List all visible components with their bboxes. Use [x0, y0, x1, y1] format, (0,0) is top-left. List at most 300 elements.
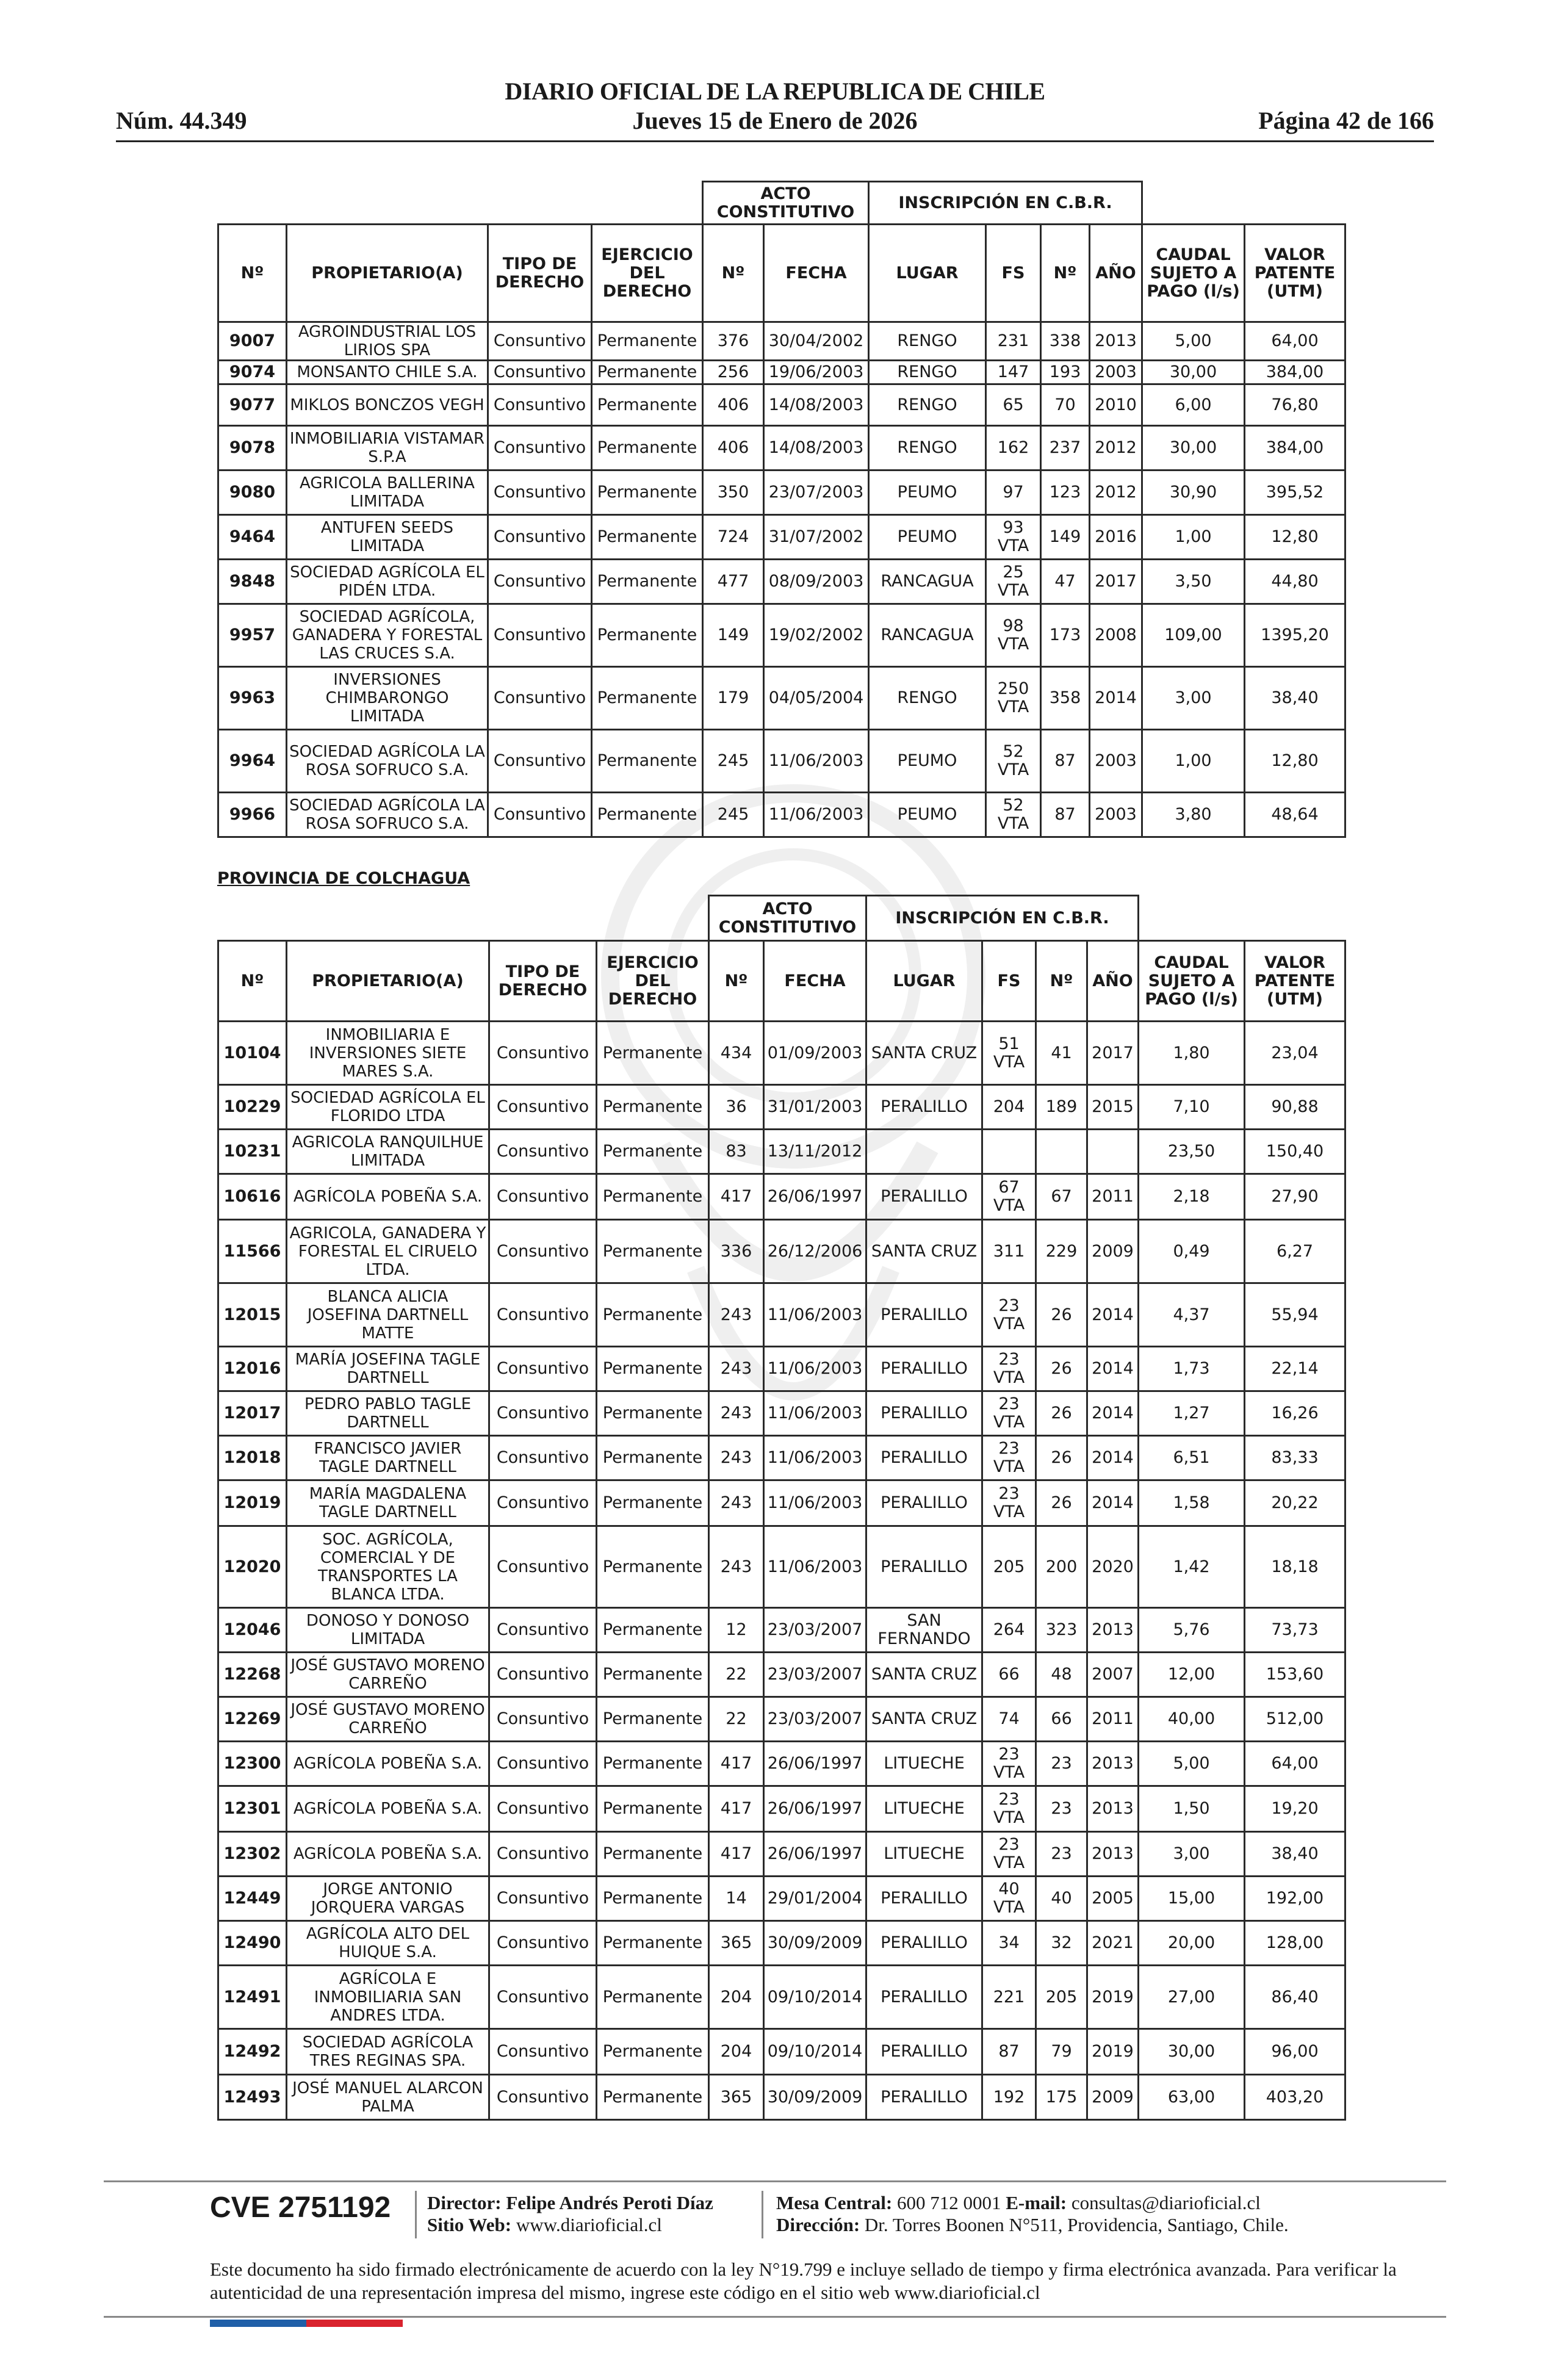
cell-anio: 2010: [1090, 384, 1142, 426]
cell-fs: 231: [986, 322, 1041, 361]
table-row: [218, 1653, 1345, 1697]
cell-an: 243: [709, 1391, 764, 1436]
cell-an: 243: [709, 1480, 764, 1526]
cell-owner: DONOSO Y DONOSO LIMITADA: [287, 1608, 489, 1653]
cell-fs: 93 VTA: [986, 515, 1041, 560]
cell-type: Consuntivo: [488, 667, 592, 730]
cell-type: Consuntivo: [489, 1697, 597, 1742]
cell-caudal: 1,00: [1142, 730, 1245, 793]
cell-valor: 153,60: [1245, 1653, 1345, 1697]
table-row: [218, 1877, 1345, 1921]
address-label: Dirección:: [776, 2214, 860, 2235]
cell-valor: 76,80: [1245, 384, 1345, 426]
cell-valor: 38,40: [1245, 1832, 1345, 1877]
cell-fs: 66: [982, 1653, 1036, 1697]
footer-divider: [415, 2191, 417, 2238]
header-fecha: FECHA: [764, 941, 866, 1022]
cell-an: 243: [709, 1347, 764, 1391]
header-cbr-n: Nº: [1036, 941, 1087, 1022]
cell-exercise: Permanente: [592, 730, 703, 793]
header-anio: AÑO: [1087, 941, 1139, 1022]
cell-fs: 23 VTA: [982, 1786, 1036, 1832]
cell-type: Consuntivo: [488, 604, 592, 667]
cell-an: 417: [709, 1742, 764, 1786]
cell-anio: 2013: [1087, 1608, 1139, 1653]
cell-lugar: PERALILLO: [866, 1391, 982, 1436]
cell-n: 12020: [218, 1526, 287, 1608]
cell-exercise: Permanente: [597, 1832, 709, 1877]
cell-exercise: Permanente: [597, 1436, 709, 1480]
cell-an: 22: [709, 1653, 764, 1697]
cell-caudal: 5,76: [1139, 1608, 1245, 1653]
cell-lugar: PERALILLO: [866, 1526, 982, 1608]
cell-valor: 86,40: [1245, 1966, 1345, 2029]
email-label: E-mail:: [1006, 2192, 1067, 2213]
cell-cn: 26: [1036, 1283, 1087, 1347]
cell-fs: 23 VTA: [982, 1436, 1036, 1480]
header-fs: FS: [986, 225, 1041, 322]
cell-an: 14: [709, 1877, 764, 1921]
header-exercise: EJERCICIO DEL DERECHO: [597, 941, 709, 1022]
cell-anio: 2012: [1090, 426, 1142, 471]
cell-fecha: 04/05/2004: [764, 667, 869, 730]
cell-valor: 12,80: [1245, 515, 1345, 560]
cell-valor: 44,80: [1245, 560, 1345, 604]
address: Dr. Torres Boonen N°511, Providencia, Santiago, Chile.: [864, 2214, 1289, 2235]
cell-cn: 40: [1036, 1877, 1087, 1921]
cell-an: 376: [703, 322, 764, 361]
cell-caudal: 30,00: [1139, 2029, 1245, 2075]
cell-fecha: 14/08/2003: [764, 384, 869, 426]
cell-n: 12300: [218, 1742, 287, 1786]
cell-lugar: PERALILLO: [866, 1283, 982, 1347]
cell-an: 365: [709, 1921, 764, 1966]
header-n: Nº: [218, 225, 287, 322]
cell-lugar: LITUECHE: [866, 1742, 982, 1786]
cell-valor: 128,00: [1245, 1921, 1345, 1966]
cell-caudal: 30,90: [1142, 471, 1245, 515]
cell-an: 477: [703, 560, 764, 604]
cell-cn: 323: [1036, 1608, 1087, 1653]
cell-caudal: 12,00: [1139, 1653, 1245, 1697]
cell-cn: 189: [1036, 1085, 1087, 1130]
cell-caudal: 4,37: [1139, 1283, 1245, 1347]
cell-valor: 55,94: [1245, 1283, 1345, 1347]
cell-an: 22: [709, 1697, 764, 1742]
cell-lugar: SANTA CRUZ: [866, 1653, 982, 1697]
table-row: [218, 1022, 1345, 1085]
cell-anio: 2016: [1090, 515, 1142, 560]
cell-caudal: 1,50: [1139, 1786, 1245, 1832]
cell-lugar: PEUMO: [869, 471, 986, 515]
table-row: [218, 1391, 1345, 1436]
cell-lugar: [866, 1130, 982, 1174]
cell-type: Consuntivo: [489, 1085, 597, 1130]
cell-exercise: Permanente: [597, 1526, 709, 1608]
cell-owner: AGRÍCOLA POBEÑA S.A.: [287, 1742, 489, 1786]
cell-owner: INMOBILIARIA E INVERSIONES SIETE MARES S.A.: [287, 1022, 489, 1085]
cell-exercise: Permanente: [592, 793, 703, 837]
cell-anio: 2013: [1087, 1832, 1139, 1877]
cell-an: 36: [709, 1085, 764, 1130]
cell-cn: 200: [1036, 1526, 1087, 1608]
cell-lugar: LITUECHE: [866, 1786, 982, 1832]
header-cbr-n: Nº: [1041, 225, 1090, 322]
page-header: [116, 72, 1434, 145]
cell-fecha: 01/09/2003: [764, 1022, 866, 1085]
cell-type: Consuntivo: [488, 471, 592, 515]
cell-anio: 2003: [1090, 730, 1142, 793]
cell-caudal: 20,00: [1139, 1921, 1245, 1966]
cell-fecha: 11/06/2003: [764, 1436, 866, 1480]
table-row: [218, 1347, 1345, 1391]
cell-lugar: RENGO: [869, 667, 986, 730]
cell-type: Consuntivo: [488, 730, 592, 793]
cell-lugar: SANTA CRUZ: [866, 1220, 982, 1283]
cell-anio: 2014: [1087, 1391, 1139, 1436]
cell-fecha: 26/06/1997: [764, 1832, 866, 1877]
cell-lugar: RENGO: [869, 322, 986, 361]
cell-type: Consuntivo: [489, 1786, 597, 1832]
cell-valor: 20,22: [1245, 1480, 1345, 1526]
cell-owner: AGRÍCOLA POBEÑA S.A.: [287, 1174, 489, 1220]
cell-anio: 2009: [1087, 2075, 1139, 2120]
cell-fecha: 23/07/2003: [764, 471, 869, 515]
issue-date: Jueves 15 de Enero de 2026: [632, 107, 918, 134]
cell-caudal: 5,00: [1139, 1742, 1245, 1786]
cell-type: Consuntivo: [488, 361, 592, 384]
cell-exercise: Permanente: [597, 1877, 709, 1921]
cell-n: 9464: [218, 515, 287, 560]
cell-valor: 73,73: [1245, 1608, 1345, 1653]
cell-n: 12019: [218, 1480, 287, 1526]
cell-anio: 2007: [1087, 1653, 1139, 1697]
cell-type: Consuntivo: [489, 1877, 597, 1921]
cell-valor: 22,14: [1245, 1347, 1345, 1391]
table-row: [218, 1697, 1345, 1742]
cell-fs: 311: [982, 1220, 1036, 1283]
cell-owner: MARÍA JOSEFINA TAGLE DARTNELL: [287, 1347, 489, 1391]
cell-valor: 64,00: [1245, 1742, 1345, 1786]
header-acto-n: Nº: [709, 941, 764, 1022]
header-caudal: CAUDAL SUJETO A PAGO (l/s): [1142, 225, 1245, 322]
cell-anio: 2005: [1087, 1877, 1139, 1921]
cell-valor: 96,00: [1245, 2029, 1345, 2075]
cell-fecha: 09/10/2014: [764, 1966, 866, 2029]
table-row: [218, 793, 1345, 837]
header-type: TIPO DE DERECHO: [489, 941, 597, 1022]
cell-fs: 250 VTA: [986, 667, 1041, 730]
table-row: [218, 515, 1345, 560]
cell-an: 256: [703, 361, 764, 384]
cell-lugar: PERALILLO: [866, 1174, 982, 1220]
cell-cn: 47: [1041, 560, 1090, 604]
cell-lugar: PERALILLO: [866, 2075, 982, 2120]
cell-exercise: Permanente: [592, 471, 703, 515]
cell-type: Consuntivo: [489, 1022, 597, 1085]
header-valor: VALOR PATENTE (UTM): [1245, 225, 1345, 322]
cell-n: 9077: [218, 384, 287, 426]
cell-owner: AGRÍCOLA POBEÑA S.A.: [287, 1786, 489, 1832]
cell-fecha: 26/06/1997: [764, 1786, 866, 1832]
cell-valor: 512,00: [1245, 1697, 1345, 1742]
header-caudal: CAUDAL SUJETO A PAGO (l/s): [1139, 941, 1245, 1022]
cell-owner: PEDRO PABLO TAGLE DARTNELL: [287, 1391, 489, 1436]
cell-valor: 16,26: [1245, 1391, 1345, 1436]
cell-n: 12490: [218, 1921, 287, 1966]
cell-an: 245: [703, 730, 764, 793]
cell-an: 336: [709, 1220, 764, 1283]
cell-n: 10229: [218, 1085, 287, 1130]
cell-lugar: RENGO: [869, 361, 986, 384]
cell-an: 243: [709, 1526, 764, 1608]
director-label: Director:: [427, 2192, 502, 2213]
cell-valor: 90,88: [1245, 1085, 1345, 1130]
cell-fs: [982, 1130, 1036, 1174]
cell-fs: 98 VTA: [986, 604, 1041, 667]
cell-valor: 19,20: [1245, 1786, 1345, 1832]
cell-lugar: RENGO: [869, 384, 986, 426]
cell-fs: 192: [982, 2075, 1036, 2120]
cell-exercise: Permanente: [597, 1022, 709, 1085]
table-row: [218, 1786, 1345, 1832]
table-row: [218, 322, 1345, 361]
cell-fs: 204: [982, 1085, 1036, 1130]
cell-exercise: Permanente: [597, 1220, 709, 1283]
cell-owner: SOCIEDAD AGRÍCOLA EL PIDÉN LTDA.: [287, 560, 488, 604]
cell-n: 12269: [218, 1697, 287, 1742]
table-row: [218, 2075, 1345, 2120]
cell-owner: INVERSIONES CHIMBARONGO LIMITADA: [287, 667, 488, 730]
table-row: [218, 1921, 1345, 1966]
cell-caudal: 1,58: [1139, 1480, 1245, 1526]
cell-cn: 175: [1036, 2075, 1087, 2120]
cell-cn: 66: [1036, 1697, 1087, 1742]
cell-type: Consuntivo: [488, 322, 592, 361]
cell-cn: 87: [1041, 730, 1090, 793]
cell-fecha: 30/09/2009: [764, 1921, 866, 1966]
cell-cn: 338: [1041, 322, 1090, 361]
cell-lugar: RANCAGUA: [869, 560, 986, 604]
cell-cn: 237: [1041, 426, 1090, 471]
cell-n: 9074: [218, 361, 287, 384]
cell-fs: 40 VTA: [982, 1877, 1036, 1921]
email-link[interactable]: consultas@diarioficial.cl: [1071, 2192, 1261, 2213]
header-owner: PROPIETARIO(A): [287, 941, 489, 1022]
cell-lugar: PEUMO: [869, 730, 986, 793]
table-row: [218, 1174, 1345, 1220]
cell-valor: 27,90: [1245, 1174, 1345, 1220]
cell-type: Consuntivo: [489, 1921, 597, 1966]
cell-cn: 26: [1036, 1480, 1087, 1526]
cell-fs: 52 VTA: [986, 793, 1041, 837]
cell-anio: 2011: [1087, 1174, 1139, 1220]
cell-owner: MARÍA MAGDALENA TAGLE DARTNELL: [287, 1480, 489, 1526]
cell-fecha: 11/06/2003: [764, 1480, 866, 1526]
header-type: TIPO DE DERECHO: [488, 225, 592, 322]
cell-fs: 162: [986, 426, 1041, 471]
cell-lugar: SANTA CRUZ: [866, 1022, 982, 1085]
header-valor: VALOR PATENTE (UTM): [1245, 941, 1345, 1022]
cell-n: 10616: [218, 1174, 287, 1220]
cell-n: 10231: [218, 1130, 287, 1174]
cell-owner: MIKLOS BONCZOS VEGH: [287, 384, 488, 426]
cell-lugar: PEUMO: [869, 793, 986, 837]
cell-lugar: SAN FERNANDO: [866, 1608, 982, 1653]
cell-valor: 64,00: [1245, 322, 1345, 361]
table-row: [218, 604, 1345, 667]
cell-anio: 2019: [1087, 1966, 1139, 2029]
cell-fs: 147: [986, 361, 1041, 384]
cell-owner: MONSANTO CHILE S.A.: [287, 361, 488, 384]
cell-owner: AGRICOLA BALLERINA LIMITADA: [287, 471, 488, 515]
cell-exercise: Permanente: [597, 1921, 709, 1966]
cell-n: 9078: [218, 426, 287, 471]
cell-n: 12449: [218, 1877, 287, 1921]
cell-exercise: Permanente: [597, 1653, 709, 1697]
cell-caudal: 23,50: [1139, 1130, 1245, 1174]
cell-n: 12015: [218, 1283, 287, 1347]
table-row: [218, 1283, 1345, 1347]
cell-an: 204: [709, 1966, 764, 2029]
cell-caudal: 1,00: [1142, 515, 1245, 560]
cell-caudal: 0,49: [1139, 1220, 1245, 1283]
cell-fecha: 26/12/2006: [764, 1220, 866, 1283]
cell-valor: 18,18: [1245, 1526, 1345, 1608]
cell-type: Consuntivo: [488, 426, 592, 471]
cell-n: 12301: [218, 1786, 287, 1832]
cell-exercise: Permanente: [597, 1130, 709, 1174]
cell-an: 83: [709, 1130, 764, 1174]
cell-fecha: 23/03/2007: [764, 1608, 866, 1653]
cell-lugar: PERALILLO: [866, 1921, 982, 1966]
cell-fs: 23 VTA: [982, 1742, 1036, 1786]
footer-director-block: [427, 2192, 713, 2236]
cell-exercise: Permanente: [592, 322, 703, 361]
cell-fs: 34: [982, 1921, 1036, 1966]
cell-type: Consuntivo: [488, 560, 592, 604]
cell-exercise: Permanente: [592, 560, 703, 604]
cell-fs: 23 VTA: [982, 1283, 1036, 1347]
table-row: [218, 560, 1345, 604]
table-row: [218, 1526, 1345, 1608]
header-cbr: INSCRIPCIÓN EN C.B.R.: [866, 896, 1139, 941]
cell-valor: 192,00: [1245, 1877, 1345, 1921]
cell-caudal: 1,73: [1139, 1347, 1245, 1391]
cell-exercise: Permanente: [597, 2029, 709, 2075]
cell-fs: 23 VTA: [982, 1347, 1036, 1391]
cell-cn: 23: [1036, 1742, 1087, 1786]
cell-owner: AGROINDUSTRIAL LOS LIRIOS SPA: [287, 322, 488, 361]
cell-an: 434: [709, 1022, 764, 1085]
table-row: [218, 1608, 1345, 1653]
table-row: [218, 1436, 1345, 1480]
cell-caudal: 6,00: [1142, 384, 1245, 426]
cell-type: Consuntivo: [489, 2029, 597, 2075]
cell-caudal: 15,00: [1139, 1877, 1245, 1921]
header-anio: AÑO: [1090, 225, 1142, 322]
cell-fecha: 13/11/2012: [764, 1130, 866, 1174]
cell-n: 12017: [218, 1391, 287, 1436]
cell-type: Consuntivo: [489, 1391, 597, 1436]
cell-fs: 23 VTA: [982, 1832, 1036, 1877]
header-acto-n: Nº: [703, 225, 764, 322]
cell-anio: 2008: [1090, 604, 1142, 667]
cell-valor: 1395,20: [1245, 604, 1345, 667]
cell-fecha: 14/08/2003: [764, 426, 869, 471]
cell-type: Consuntivo: [489, 1832, 597, 1877]
cell-an: 149: [703, 604, 764, 667]
cell-an: 406: [703, 384, 764, 426]
cell-valor: 48,64: [1245, 793, 1345, 837]
cell-exercise: Permanente: [592, 667, 703, 730]
table-row: [218, 1130, 1345, 1174]
cell-n: 12016: [218, 1347, 287, 1391]
cell-exercise: Permanente: [597, 1480, 709, 1526]
cell-caudal: 30,00: [1142, 361, 1245, 384]
cell-anio: 2012: [1090, 471, 1142, 515]
cell-cn: 358: [1041, 667, 1090, 730]
cell-caudal: 3,00: [1139, 1832, 1245, 1877]
cell-owner: FRANCISCO JAVIER TAGLE DARTNELL: [287, 1436, 489, 1480]
cell-exercise: Permanente: [597, 2075, 709, 2120]
cell-n: 12268: [218, 1653, 287, 1697]
flag-color-bar: [210, 2320, 403, 2327]
cell-caudal: 7,10: [1139, 1085, 1245, 1130]
cell-fecha: 23/03/2007: [764, 1697, 866, 1742]
table-row: [218, 1085, 1345, 1130]
cell-owner: JORGE ANTONIO JORQUERA VARGAS: [287, 1877, 489, 1921]
cell-anio: 2017: [1090, 560, 1142, 604]
cell-type: Consuntivo: [489, 1480, 597, 1526]
cell-anio: 2021: [1087, 1921, 1139, 1966]
cell-fecha: 26/06/1997: [764, 1174, 866, 1220]
cell-an: 417: [709, 1832, 764, 1877]
cell-valor: 23,04: [1245, 1022, 1345, 1085]
cell-caudal: 1,27: [1139, 1391, 1245, 1436]
table-row: [218, 1220, 1345, 1283]
cell-fs: 87: [982, 2029, 1036, 2075]
page-number: Página 42 de 166: [1258, 107, 1434, 134]
cell-anio: 2003: [1090, 361, 1142, 384]
cell-caudal: 63,00: [1139, 2075, 1245, 2120]
cell-valor: 384,00: [1245, 361, 1345, 384]
cell-owner: SOC. AGRÍCOLA, COMERCIAL Y DE TRANSPORTES LA BLANCA LTDA.: [287, 1526, 489, 1608]
cell-fecha: 30/04/2002: [764, 322, 869, 361]
website-link[interactable]: www.diarioficial.cl: [516, 2214, 662, 2235]
cell-n: 12492: [218, 2029, 287, 2075]
cell-fecha: 11/06/2003: [764, 1347, 866, 1391]
cell-fecha: 11/06/2003: [764, 793, 869, 837]
cell-owner: AGRICOLA, GANADERA Y FORESTAL EL CIRUELO LTDA.: [287, 1220, 489, 1283]
cell-anio: 2013: [1087, 1742, 1139, 1786]
cell-cn: 173: [1041, 604, 1090, 667]
cell-anio: 2015: [1087, 1085, 1139, 1130]
cell-cn: 149: [1041, 515, 1090, 560]
cell-anio: 2009: [1087, 1220, 1139, 1283]
cell-owner: SOCIEDAD AGRÍCOLA LA ROSA SOFRUCO S.A.: [287, 793, 488, 837]
cell-caudal: 5,00: [1142, 322, 1245, 361]
cell-caudal: 3,00: [1142, 667, 1245, 730]
cell-anio: 2017: [1087, 1022, 1139, 1085]
table-row: [218, 2029, 1345, 2075]
cell-owner: JOSÉ GUSTAVO MORENO CARREÑO: [287, 1653, 489, 1697]
cell-anio: 2013: [1090, 322, 1142, 361]
cell-fecha: 31/01/2003: [764, 1085, 866, 1130]
cell-lugar: PERALILLO: [866, 1085, 982, 1130]
cell-lugar: LITUECHE: [866, 1832, 982, 1877]
cell-lugar: PERALILLO: [866, 1347, 982, 1391]
